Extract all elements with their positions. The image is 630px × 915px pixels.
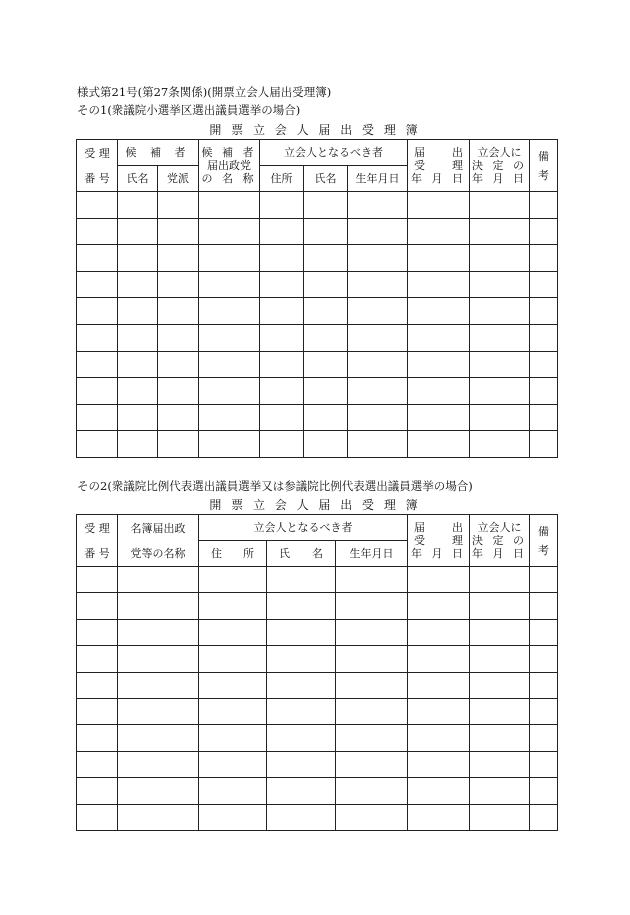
blank-cell[interactable] — [530, 593, 558, 619]
blank-cell[interactable] — [118, 218, 158, 245]
blank-cell[interactable] — [118, 646, 199, 672]
blank-cell[interactable] — [348, 245, 408, 272]
blank-cell[interactable] — [199, 431, 260, 458]
blank-cell[interactable] — [158, 351, 199, 378]
h2-witness-name: 氏 名 — [267, 541, 336, 567]
table-row — [77, 567, 558, 593]
blank-cell[interactable] — [470, 751, 530, 777]
blank-cell[interactable] — [336, 593, 408, 619]
blank-cell[interactable] — [336, 725, 408, 751]
blank-cell[interactable] — [408, 378, 470, 405]
blank-cell[interactable] — [530, 725, 558, 751]
blank-cell[interactable] — [260, 431, 304, 458]
blank-cell[interactable] — [348, 192, 408, 219]
blank-cell[interactable] — [118, 351, 158, 378]
blank-cell[interactable] — [199, 567, 267, 593]
blank-cell[interactable] — [530, 619, 558, 645]
blank-cell[interactable] — [470, 218, 530, 245]
blank-cell[interactable] — [408, 646, 470, 672]
blank-cell[interactable] — [336, 646, 408, 672]
blank-cell[interactable] — [470, 351, 530, 378]
blank-cell[interactable] — [118, 567, 199, 593]
blank-cell[interactable] — [530, 271, 558, 298]
blank-cell[interactable] — [158, 271, 199, 298]
blank-cell[interactable] — [199, 804, 267, 830]
h2-filed-date: 届 出 受 理 年 月 日 — [408, 515, 470, 567]
blank-cell[interactable] — [530, 778, 558, 804]
blank-cell[interactable] — [199, 725, 267, 751]
table1-title: 開 票 立 会 人 届 出 受 理 簿 — [209, 123, 421, 137]
blank-cell[interactable] — [118, 672, 199, 698]
blank-cell[interactable] — [304, 431, 348, 458]
blank-cell[interactable] — [470, 593, 530, 619]
blank-cell[interactable] — [77, 218, 118, 245]
blank-cell[interactable] — [77, 725, 118, 751]
blank-cell[interactable] — [260, 192, 304, 219]
blank-cell[interactable] — [77, 192, 118, 219]
blank-cell[interactable] — [530, 804, 558, 830]
blank-cell[interactable] — [260, 271, 304, 298]
blank-cell[interactable] — [408, 593, 470, 619]
table-row — [77, 725, 558, 751]
table1-body — [77, 192, 558, 458]
blank-cell[interactable] — [267, 672, 336, 698]
blank-cell[interactable] — [304, 192, 348, 219]
blank-cell[interactable] — [118, 271, 158, 298]
blank-cell[interactable] — [77, 378, 118, 405]
table-row — [77, 192, 558, 219]
blank-cell[interactable] — [470, 404, 530, 431]
blank-cell[interactable] — [158, 431, 199, 458]
blank-cell[interactable] — [348, 378, 408, 405]
h-witness-name: 氏名 — [304, 166, 348, 192]
h2-birthdate: 生年月日 — [336, 541, 408, 567]
blank-cell[interactable] — [118, 778, 199, 804]
blank-cell[interactable] — [118, 804, 199, 830]
blank-cell[interactable] — [336, 698, 408, 724]
blank-cell[interactable] — [530, 351, 558, 378]
blank-cell[interactable] — [158, 298, 199, 325]
part2-caption: その2(衆議院比例代表選出議員選挙又は参議院比例代表選出議員選挙の場合) — [77, 479, 473, 493]
blank-cell[interactable] — [158, 218, 199, 245]
blank-cell[interactable] — [304, 218, 348, 245]
blank-cell[interactable] — [260, 298, 304, 325]
blank-cell[interactable] — [77, 751, 118, 777]
blank-cell[interactable] — [199, 218, 260, 245]
blank-cell[interactable] — [470, 619, 530, 645]
blank-cell[interactable] — [260, 324, 304, 351]
blank-cell[interactable] — [530, 698, 558, 724]
blank-cell[interactable] — [470, 725, 530, 751]
blank-cell[interactable] — [77, 778, 118, 804]
blank-cell[interactable] — [408, 245, 470, 272]
blank-cell[interactable] — [118, 431, 158, 458]
blank-cell[interactable] — [199, 245, 260, 272]
blank-cell[interactable] — [260, 351, 304, 378]
table1 — [76, 139, 558, 458]
blank-cell[interactable] — [408, 725, 470, 751]
table-row — [77, 431, 558, 458]
blank-cell[interactable] — [348, 324, 408, 351]
blank-cell[interactable] — [348, 351, 408, 378]
blank-cell[interactable] — [408, 351, 470, 378]
blank-cell[interactable] — [118, 378, 158, 405]
blank-cell[interactable] — [118, 725, 199, 751]
h2-address: 住 所 — [199, 541, 267, 567]
blank-cell[interactable] — [348, 271, 408, 298]
h2-list-party: 名簿届出政 党等の名称 — [118, 515, 199, 567]
table2-body — [77, 567, 558, 831]
blank-cell[interactable] — [77, 298, 118, 325]
h-witness: 立会人となるべき者 — [260, 140, 408, 166]
blank-cell[interactable] — [118, 324, 158, 351]
blank-cell[interactable] — [336, 619, 408, 645]
blank-cell[interactable] — [267, 619, 336, 645]
blank-cell[interactable] — [408, 698, 470, 724]
blank-cell[interactable] — [267, 698, 336, 724]
blank-cell[interactable] — [118, 619, 199, 645]
blank-cell[interactable] — [267, 646, 336, 672]
h2-decided-date: 立会人に 決 定 の 年 月 日 — [470, 515, 530, 567]
blank-cell[interactable] — [267, 593, 336, 619]
blank-cell[interactable] — [77, 431, 118, 458]
blank-cell[interactable] — [304, 324, 348, 351]
blank-cell[interactable] — [336, 567, 408, 593]
blank-cell[interactable] — [470, 567, 530, 593]
blank-cell[interactable] — [267, 804, 336, 830]
blank-cell[interactable] — [118, 593, 199, 619]
blank-cell[interactable] — [267, 751, 336, 777]
blank-cell[interactable] — [158, 324, 199, 351]
table-row — [77, 351, 558, 378]
blank-cell[interactable] — [199, 298, 260, 325]
blank-cell[interactable] — [199, 192, 260, 219]
table-row — [77, 593, 558, 619]
blank-cell[interactable] — [530, 192, 558, 219]
blank-cell[interactable] — [408, 192, 470, 219]
blank-cell[interactable] — [530, 245, 558, 272]
blank-cell[interactable] — [304, 271, 348, 298]
blank-cell[interactable] — [77, 567, 118, 593]
blank-cell[interactable] — [348, 218, 408, 245]
blank-cell[interactable] — [77, 404, 118, 431]
blank-cell[interactable] — [118, 298, 158, 325]
blank-cell[interactable] — [77, 351, 118, 378]
blank-cell[interactable] — [267, 725, 336, 751]
blank-cell[interactable] — [408, 778, 470, 804]
blank-cell[interactable] — [470, 431, 530, 458]
h-cand-name: 氏名 — [118, 166, 158, 192]
blank-cell[interactable] — [470, 672, 530, 698]
blank-cell[interactable] — [348, 431, 408, 458]
blank-cell[interactable] — [408, 324, 470, 351]
table-row — [77, 646, 558, 672]
blank-cell[interactable] — [408, 271, 470, 298]
table-row — [77, 698, 558, 724]
blank-cell[interactable] — [199, 672, 267, 698]
blank-cell[interactable] — [304, 245, 348, 272]
blank-cell[interactable] — [470, 378, 530, 405]
h-cand-party: 党派 — [158, 166, 199, 192]
blank-cell[interactable] — [408, 298, 470, 325]
blank-cell[interactable] — [118, 404, 158, 431]
blank-cell[interactable] — [530, 751, 558, 777]
blank-cell[interactable] — [199, 404, 260, 431]
blank-cell[interactable] — [304, 298, 348, 325]
blank-cell[interactable] — [77, 698, 118, 724]
blank-cell[interactable] — [408, 751, 470, 777]
table2 — [76, 514, 558, 831]
blank-cell[interactable] — [408, 218, 470, 245]
h2-witness: 立会人となるべき者 — [199, 515, 408, 541]
blank-cell[interactable] — [530, 567, 558, 593]
blank-cell[interactable] — [408, 431, 470, 458]
blank-cell[interactable] — [158, 192, 199, 219]
blank-cell[interactable] — [118, 698, 199, 724]
blank-cell[interactable] — [470, 245, 530, 272]
blank-cell[interactable] — [199, 324, 260, 351]
table-row — [77, 245, 558, 272]
blank-cell[interactable] — [470, 271, 530, 298]
h-candidate: 候 補 者 — [118, 140, 199, 166]
blank-cell[interactable] — [408, 404, 470, 431]
blank-cell[interactable] — [470, 778, 530, 804]
blank-cell[interactable] — [77, 804, 118, 830]
blank-cell[interactable] — [199, 778, 267, 804]
h-filed-date: 届 出 受 理 年 月 日 — [408, 140, 470, 192]
h-remarks: 備 考 — [530, 140, 558, 192]
blank-cell[interactable] — [158, 245, 199, 272]
blank-cell[interactable] — [199, 698, 267, 724]
blank-cell[interactable] — [348, 404, 408, 431]
table-row — [77, 404, 558, 431]
h-birthdate: 生年月日 — [348, 166, 408, 192]
table-row — [77, 619, 558, 645]
blank-cell[interactable] — [408, 567, 470, 593]
blank-cell[interactable] — [470, 192, 530, 219]
blank-cell[interactable] — [77, 245, 118, 272]
h-decided-date: 立会人に 決 定 の 年 月 日 — [470, 140, 530, 192]
blank-cell[interactable] — [530, 646, 558, 672]
table-row — [77, 804, 558, 830]
table-row — [77, 778, 558, 804]
blank-cell[interactable] — [530, 672, 558, 698]
blank-cell[interactable] — [267, 567, 336, 593]
blank-cell[interactable] — [77, 593, 118, 619]
blank-cell[interactable] — [336, 804, 408, 830]
blank-cell[interactable] — [408, 804, 470, 830]
blank-cell[interactable] — [530, 298, 558, 325]
blank-cell[interactable] — [199, 751, 267, 777]
table-row — [77, 378, 558, 405]
blank-cell[interactable] — [260, 245, 304, 272]
blank-cell[interactable] — [530, 218, 558, 245]
blank-cell[interactable] — [408, 672, 470, 698]
blank-cell[interactable] — [470, 324, 530, 351]
blank-cell[interactable] — [118, 192, 158, 219]
blank-cell[interactable] — [470, 804, 530, 830]
table-row — [77, 324, 558, 351]
h-address: 住所 — [260, 166, 304, 192]
h-candidate-party: 候 補 者 届出政党 の 名 称 — [199, 140, 260, 192]
blank-cell[interactable] — [260, 404, 304, 431]
blank-cell[interactable] — [530, 378, 558, 405]
blank-cell[interactable] — [336, 672, 408, 698]
table-row — [77, 218, 558, 245]
blank-cell[interactable] — [304, 404, 348, 431]
blank-cell[interactable] — [199, 271, 260, 298]
blank-cell[interactable] — [77, 672, 118, 698]
blank-cell[interactable] — [158, 378, 199, 405]
blank-cell[interactable] — [470, 698, 530, 724]
table-row — [77, 298, 558, 325]
blank-cell[interactable] — [118, 751, 199, 777]
blank-cell[interactable] — [470, 646, 530, 672]
blank-cell[interactable] — [199, 593, 267, 619]
blank-cell[interactable] — [260, 218, 304, 245]
part1-caption: その1(衆議院小選挙区選出議員選挙の場合) — [77, 103, 301, 117]
blank-cell[interactable] — [77, 271, 118, 298]
h-receipt-no: 受 理 番 号 — [77, 140, 118, 192]
table-row — [77, 672, 558, 698]
table-row — [77, 271, 558, 298]
blank-cell[interactable] — [304, 351, 348, 378]
blank-cell[interactable] — [199, 378, 260, 405]
blank-cell[interactable] — [530, 404, 558, 431]
blank-cell[interactable] — [348, 298, 408, 325]
blank-cell[interactable] — [530, 431, 558, 458]
blank-cell[interactable] — [267, 778, 336, 804]
blank-cell[interactable] — [77, 619, 118, 645]
blank-cell[interactable] — [199, 351, 260, 378]
table2-title: 開 票 立 会 人 届 出 受 理 簿 — [209, 498, 421, 512]
blank-cell[interactable] — [199, 646, 267, 672]
blank-cell[interactable] — [77, 646, 118, 672]
blank-cell[interactable] — [408, 619, 470, 645]
form-number: 様式第21号(第27条関係)(開票立会人届出受理簿) — [77, 85, 332, 99]
h2-remarks: 備 考 — [530, 515, 558, 567]
blank-cell[interactable] — [158, 404, 199, 431]
blank-cell[interactable] — [118, 245, 158, 272]
blank-cell[interactable] — [260, 378, 304, 405]
blank-cell[interactable] — [199, 619, 267, 645]
blank-cell[interactable] — [470, 298, 530, 325]
blank-cell[interactable] — [304, 378, 348, 405]
blank-cell[interactable] — [336, 778, 408, 804]
table-row — [77, 751, 558, 777]
h2-receipt-no: 受 理 番 号 — [77, 515, 118, 567]
blank-cell[interactable] — [77, 324, 118, 351]
blank-cell[interactable] — [336, 751, 408, 777]
blank-cell[interactable] — [530, 324, 558, 351]
